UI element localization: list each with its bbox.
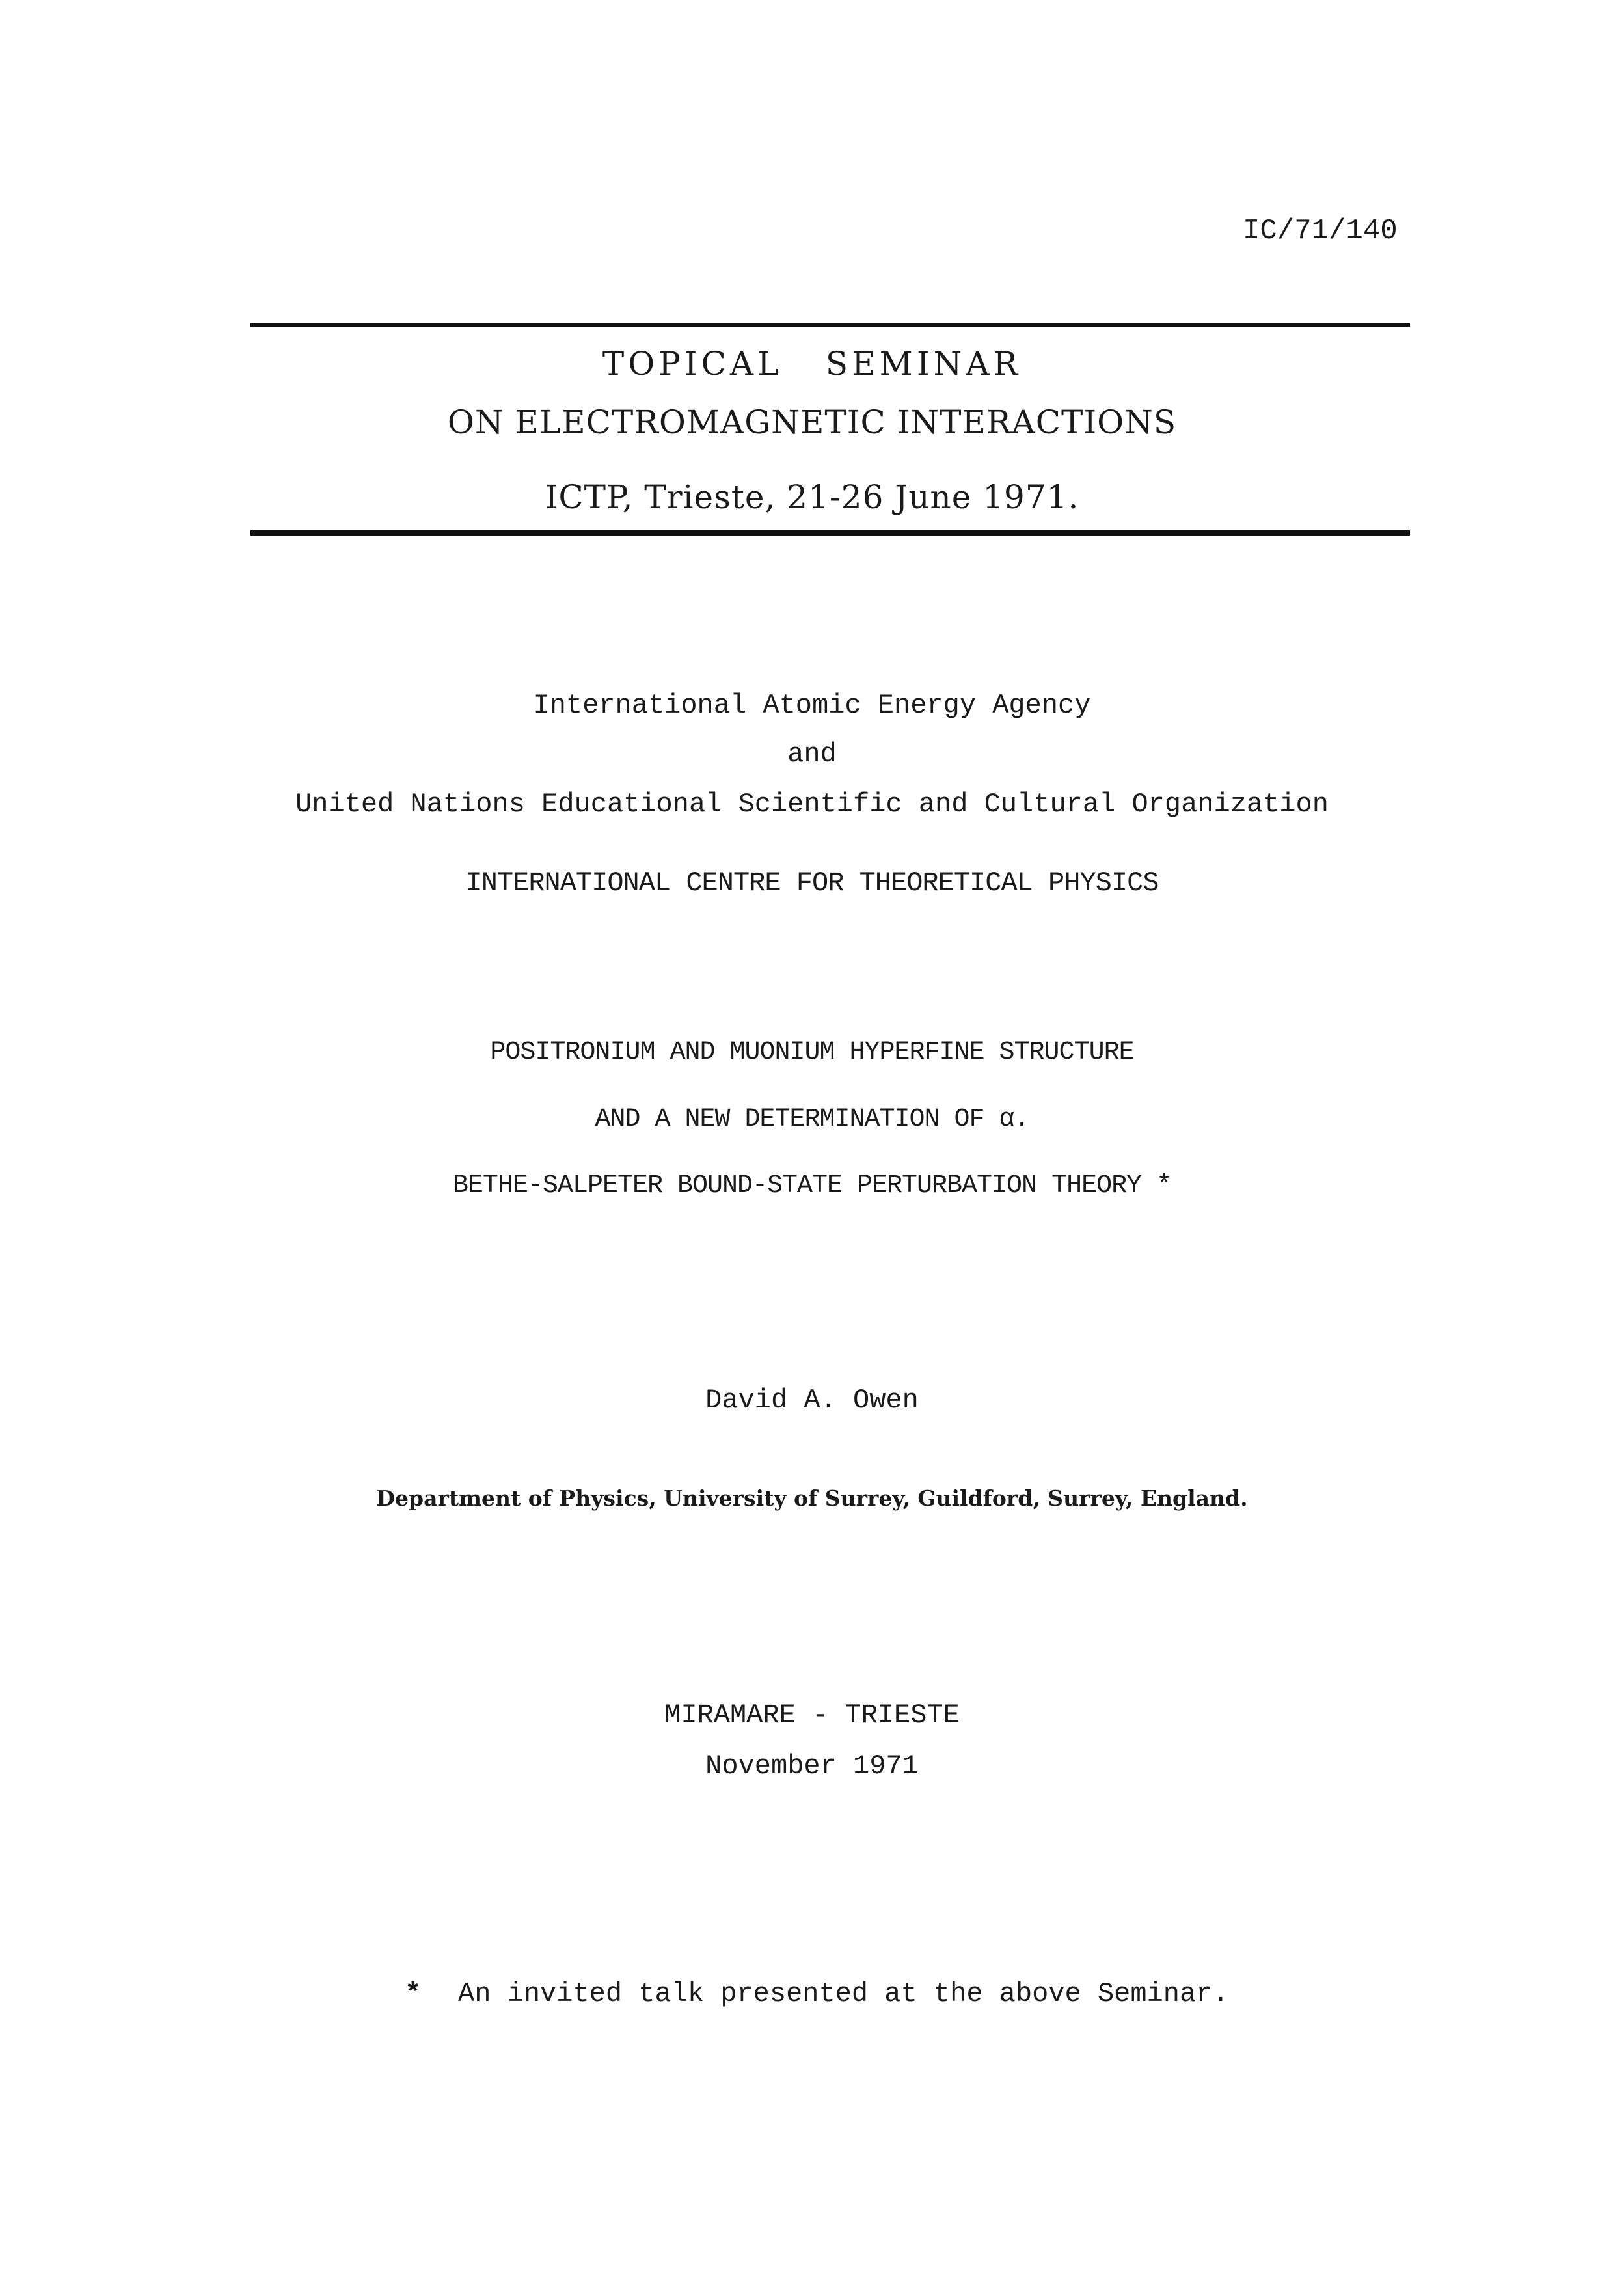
paper-title-line-2: AND A NEW DETERMINATION OF α. xyxy=(595,1105,1029,1134)
imprint-date: November 1971 xyxy=(705,1750,919,1782)
footnote-text: An invited talk presented at the above Seminar. xyxy=(458,1978,1229,2009)
header-rule-top xyxy=(250,323,1410,327)
organization-conjunction: and xyxy=(787,739,837,770)
report-number: IC/71/140 xyxy=(1243,215,1398,247)
seminar-venue: ICTP, Trieste, 21-26 June 1971. xyxy=(545,478,1079,516)
footnote-marker: * xyxy=(405,1978,422,2009)
imprint-place: MIRAMARE - TRIESTE xyxy=(664,1700,960,1731)
paper-title-line-1: POSITRONIUM AND MUONIUM HYPERFINE STRUCTURE xyxy=(490,1038,1134,1067)
seminar-title: TOPICAL SEMINAR xyxy=(602,345,1022,383)
header-rule-bottom xyxy=(250,530,1410,536)
organization-iaea: International Atomic Energy Agency xyxy=(533,690,1091,721)
paper-title-line-3: BETHE-SALPETER BOUND-STATE PERTURBATION THEORY * xyxy=(452,1171,1172,1201)
seminar-subtitle: ON ELECTROMAGNETIC INTERACTIONS xyxy=(447,403,1177,441)
organization-unesco: United Nations Educational Scientific and Cultural Organization xyxy=(295,789,1329,820)
author-name: David A. Owen xyxy=(705,1385,919,1416)
organization-ictp: INTERNATIONAL CENTRE FOR THEORETICAL PHYSICS xyxy=(465,867,1159,899)
author-affiliation: Department of Physics, University of Surrey, Guildford, Surrey, England. xyxy=(376,1486,1248,1511)
footnote xyxy=(405,1978,1229,2009)
